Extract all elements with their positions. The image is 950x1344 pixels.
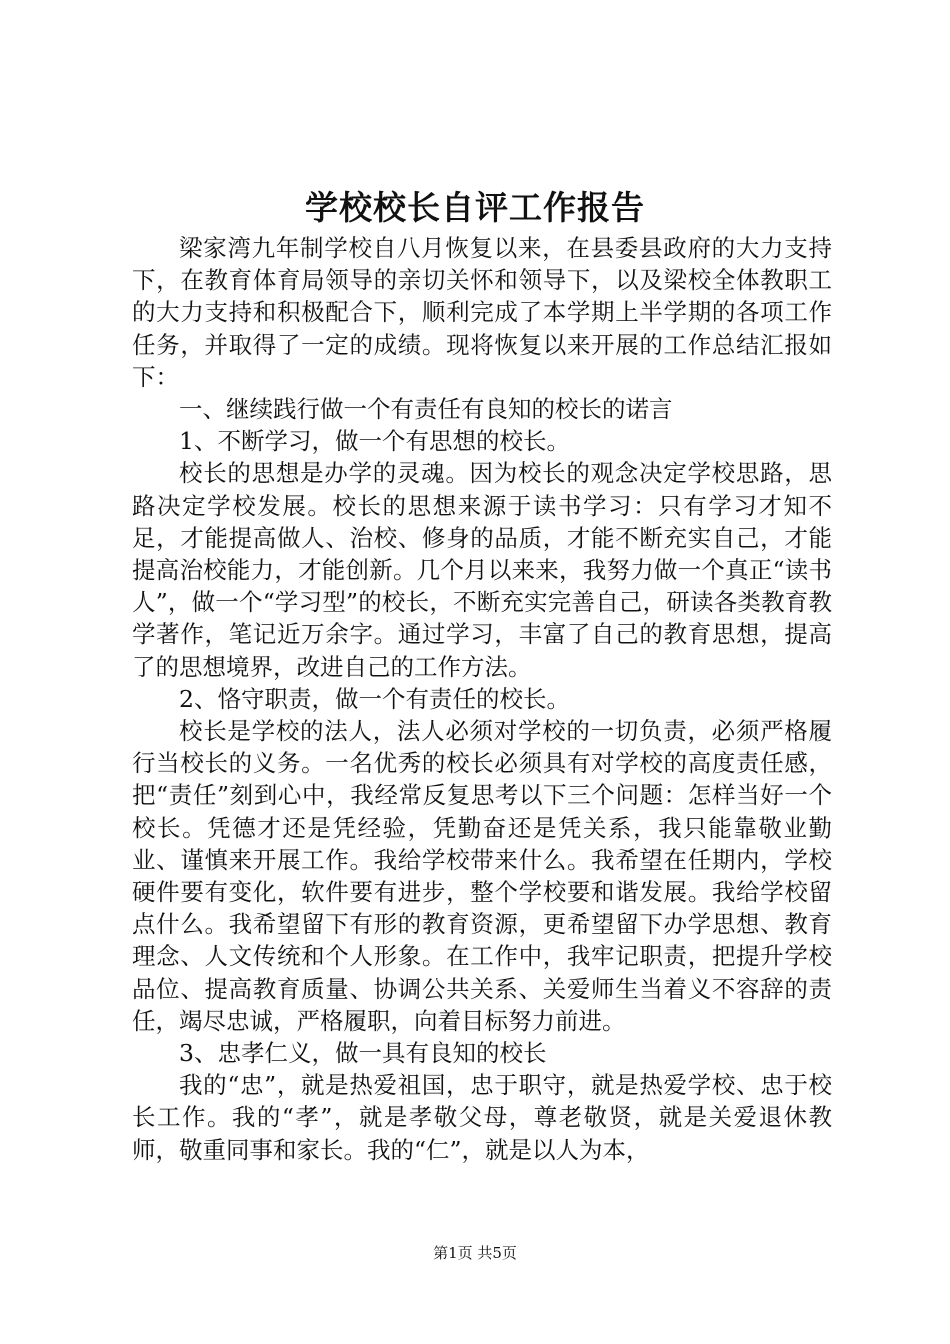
subsection-heading-2: 2、恪守职责，做一个有责任的校长。 (179, 684, 570, 713)
document-body (132, 232, 832, 1166)
section-heading-1: 一、继续践行做一个有责任有良知的校长的诺言 (179, 395, 673, 424)
page-footer: 第1页 共5页 (433, 1244, 517, 1262)
paragraph-responsibility: 校长是学校的法人，法人必须对学校的一切负责，必须严格履行当校长的义务。一名优秀的校长必须具有对学校的高度责任感，把“责任”刻到心中，我经常反复思考以下三个问题：怎样当好一个校长。凭德才还是凭经验，凭勤奋还是凭关系，我只能靠敬业勤业、谨慎来开展工作。我给学校带来什么。我希望在任期内，学校硬件要有变化，软件要有进步，整个学校要和谐发展。我给学校留点什么。我希望留下有形的教育资源，更希望留下办学思想、教育理念、人文传统和个人形象。在工作中，我牢记职责，把提升学校品位、提高教育质量、协调公共关系、关爱师生当着义不容辞的责任，竭尽忠诚，严格履职，向着目标努力前进。 (132, 717, 832, 1035)
paragraph-loyalty: 我的“忠”，就是热爱祖国，忠于职守，就是热爱学校、忠于校长工作。我的“孝”，就是孝敬父母，尊老敬贤，就是关爱退休教师，敬重同事和家长。我的“仁”，就是以人为本， (132, 1071, 832, 1164)
document-title: 学校校长自评工作报告 (305, 188, 645, 227)
subsection-heading-3: 3、忠孝仁义，做一具有良知的校长 (179, 1039, 547, 1068)
paragraph-intro: 梁家湾九年制学校自八月恢复以来，在县委县政府的大力支持下，在教育体育局领导的亲切关怀和领导下，以及梁校全体教职工的大力支持和积极配合下，顺利完成了本学期上半学期的各项工作任务，并取得了一定的成绩。现将恢复以来开展的工作总结汇报如下： (132, 234, 832, 391)
subsection-heading-1: 1、不断学习，做一个有思想的校长。 (179, 427, 570, 456)
paragraph-learning: 校长的思想是办学的灵魂。因为校长的观念决定学校思路，思路决定学校发展。校长的思想来源于读书学习：只有学习才知不足，才能提高做人、治校、修身的品质，才能不断充实自己，才能提高治校能力，才能创新。几个月以来来，我努力做一个真正“读书人”，做一个“学习型”的校长，不断充实完善自己，研读各类教育教学著作，笔记近万余字。通过学习，丰富了自己的教育思想，提高了的思想境界，改进自己的工作方法。 (132, 459, 832, 681)
